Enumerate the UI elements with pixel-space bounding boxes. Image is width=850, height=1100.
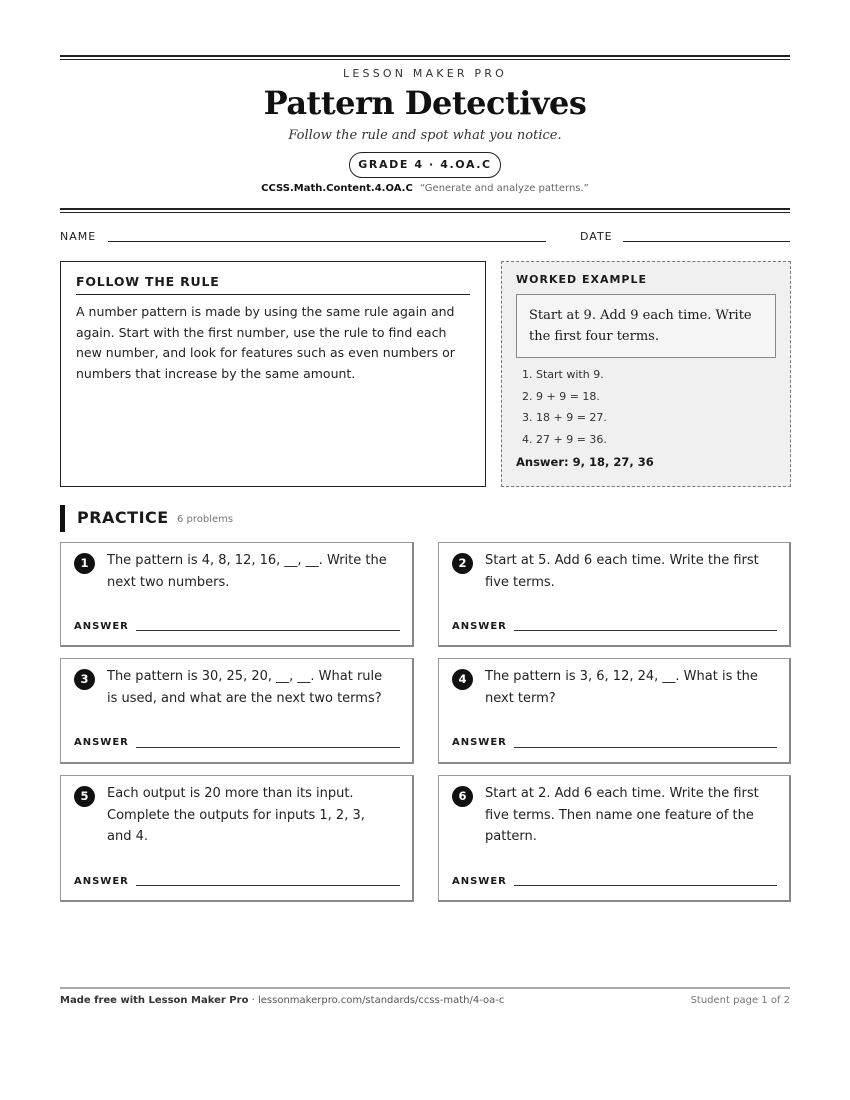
date-field[interactable]	[623, 241, 790, 242]
problem-text: Start at 5. Add 6 each time. Write the first five terms.	[485, 553, 759, 590]
name-label: NAME	[60, 230, 97, 243]
answer-field[interactable]	[136, 630, 400, 631]
standard-line	[0, 183, 850, 194]
problem-text: The pattern is 3, 6, 12, 24, __. What is the next term?	[485, 669, 758, 706]
worksheet-subtitle: Follow the rule and spot what you notice.	[288, 128, 562, 143]
problem-number: 2	[452, 553, 473, 574]
problem-number: 6	[452, 786, 473, 807]
answer-field[interactable]	[514, 630, 777, 631]
problem-number: 3	[74, 669, 95, 690]
worksheet-title: Pattern Detectives	[263, 84, 587, 122]
problem-text: Start at 2. Add 6 each time. Write the first five terms. Then name one feature of the pattern.	[485, 786, 759, 844]
answer-label: ANSWER	[452, 737, 507, 748]
example-heading: WORKED EXAMPLE	[516, 273, 647, 286]
footer-credit	[60, 995, 504, 1006]
problem-card-1	[60, 542, 414, 647]
practice-count: 6 problems	[177, 514, 234, 525]
worked-example-box	[501, 261, 791, 487]
answer-field[interactable]	[136, 885, 400, 886]
footer-page-number: Student page 1 of 2	[690, 995, 790, 1006]
name-field[interactable]	[108, 241, 546, 242]
problem-card-6	[438, 775, 791, 902]
answer-label: ANSWER	[452, 621, 507, 632]
answer-label: ANSWER	[74, 876, 129, 887]
brand-name: LESSON MAKER PRO	[343, 67, 507, 80]
standard-code: CCSS.Math.Content.4.OA.C	[261, 183, 413, 194]
problem-card-5	[60, 775, 414, 902]
grade-badge: GRADE 4 · 4.OA.C	[349, 152, 501, 178]
footer-url[interactable]: · lessonmakerpro.com/standards/ccss-math/4-oa-c	[248, 995, 505, 1006]
footer-made-with: Made free with Lesson Maker Pro	[60, 995, 249, 1006]
problem-text: Each output is 20 more than its input. Complete the outputs for inputs 1, 2, 3, and 4.	[107, 786, 365, 844]
answer-label: ANSWER	[74, 737, 129, 748]
example-step: 4. 27 + 9 = 36.	[522, 432, 607, 446]
top-divider	[60, 55, 790, 60]
example-step: 2. 9 + 9 = 18.	[522, 389, 600, 403]
problem-number: 4	[452, 669, 473, 690]
problem-text: The pattern is 30, 25, 20, __, __. What rule is used, and what are the next two terms?	[107, 669, 383, 706]
rule-heading: FOLLOW THE RULE	[76, 274, 470, 295]
example-prompt: Start at 9. Add 9 each time. Write the first four terms.	[516, 294, 776, 358]
example-step: 1. Start with 9.	[522, 368, 604, 381]
answer-field[interactable]	[514, 747, 777, 748]
problem-number: 1	[74, 553, 95, 574]
answer-field[interactable]	[514, 885, 777, 886]
header-divider	[60, 208, 790, 213]
standard-description: “Generate and analyze patterns.”	[419, 183, 589, 194]
rule-text: A number pattern is made by using the same rule again and again. Start with the first number, use the rule to find each new number, and look for features such as even numbers or numbers that increase by the same amount.	[76, 304, 455, 381]
example-answer: Answer: 9, 18, 27, 36	[516, 455, 654, 469]
problem-card-3	[60, 658, 414, 764]
problem-text: The pattern is 4, 8, 12, 16, __, __. Write the next two numbers.	[107, 553, 387, 590]
example-steps	[516, 364, 776, 450]
footer-divider	[60, 987, 790, 989]
problem-number: 5	[74, 786, 95, 807]
date-label: DATE	[580, 230, 613, 243]
answer-label: ANSWER	[74, 621, 129, 632]
practice-accent-bar	[60, 505, 65, 532]
problem-card-4	[438, 658, 791, 764]
follow-the-rule-box	[60, 261, 486, 487]
example-step: 3. 18 + 9 = 27.	[522, 411, 607, 424]
answer-field[interactable]	[136, 747, 400, 748]
problem-card-2	[438, 542, 791, 647]
answer-label: ANSWER	[452, 876, 507, 887]
practice-title: PRACTICE	[77, 508, 169, 527]
